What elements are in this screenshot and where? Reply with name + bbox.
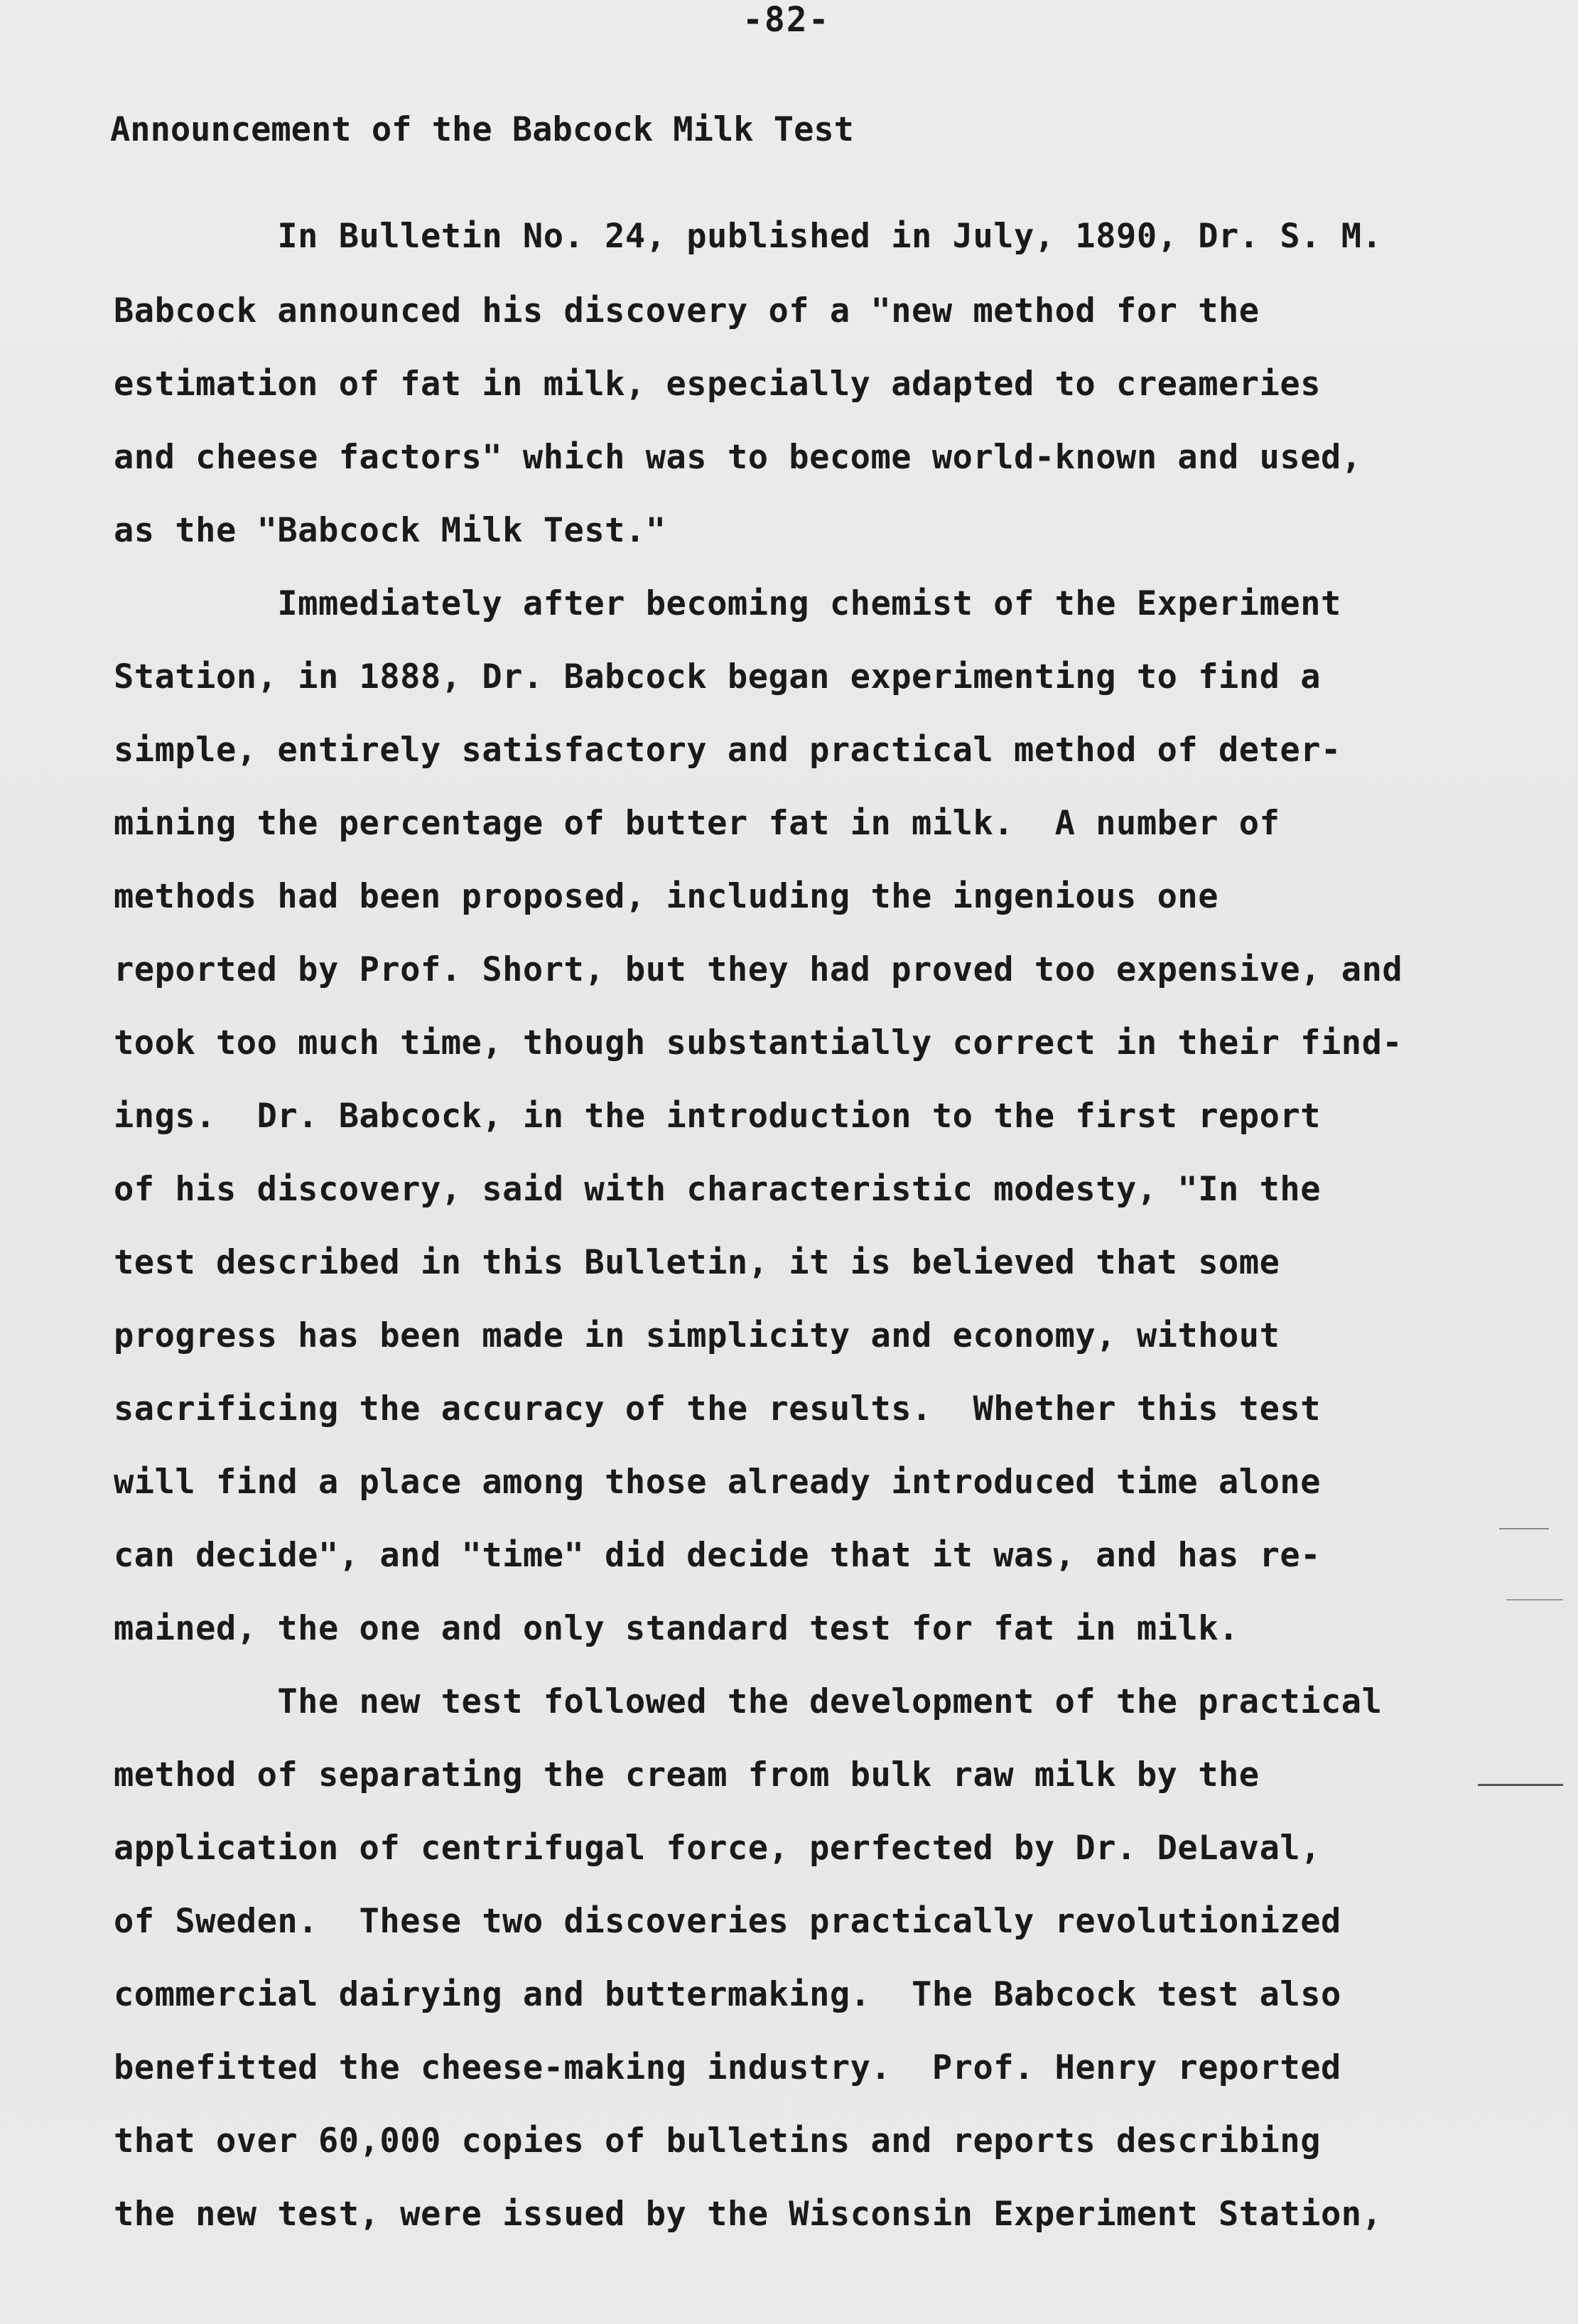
text-line: methods had been proposed, including the ingenious one: [114, 877, 1219, 916]
text-line: will find a place among those already introduced time alone: [114, 1463, 1321, 1502]
text-line: the new test, were issued by the Wisconsin Experiment Station,: [114, 2195, 1383, 2234]
text-line: reported by Prof. Short, but they had proved too expensive, and: [114, 950, 1403, 989]
text-line: method of separating the cream from bulk raw milk by the: [114, 1755, 1260, 1795]
text-line: can decide", and "time" did decide that it was, and has re-: [114, 1536, 1321, 1575]
text-line: sacrificing the accuracy of the results. Whether this test: [114, 1389, 1321, 1429]
text-line: of his discovery, said with characteristic modesty, "In the: [114, 1170, 1321, 1209]
text-line: mining the percentage of butter fat in milk. A number of: [114, 804, 1280, 843]
margin-mark: [1506, 1599, 1563, 1601]
text-line: commercial dairying and buttermaking. The Babcock test also: [114, 1975, 1341, 2014]
text-line: simple, entirely satisfactory and practical method of deter-: [114, 731, 1341, 770]
text-line: estimation of fat in milk, especially adapted to creameries: [114, 365, 1321, 404]
text-line: ings. Dr. Babcock, in the introduction to the first report: [114, 1097, 1321, 1136]
margin-mark: [1478, 1784, 1563, 1786]
text-line: The new test followed the development of the practical: [114, 1682, 1383, 1721]
text-line: Babcock announced his discovery of a "new method for the: [114, 291, 1260, 330]
text-line: test described in this Bulletin, it is believed that some: [114, 1243, 1280, 1282]
text-line: Station, in 1888, Dr. Babcock began experimenting to find a: [114, 657, 1321, 696]
text-line: progress has been made in simplicity and economy, without: [114, 1316, 1280, 1355]
text-line: that over 60,000 copies of bulletins and reports describing: [114, 2121, 1321, 2161]
margin-mark: [1499, 1528, 1549, 1529]
section-heading: Announcement of the Babcock Milk Test: [110, 110, 854, 149]
text-line: mained, the one and only standard test for fat in milk.: [114, 1609, 1239, 1648]
text-line: In Bulletin No. 24, published in July, 1890, Dr. S. M.: [114, 217, 1383, 256]
text-line: took too much time, though substantially correct in their find-: [114, 1023, 1403, 1063]
text-line: application of centrifugal force, perfected by Dr. DeLaval,: [114, 1829, 1321, 1868]
text-line: Immediately after becoming chemist of the Experiment: [114, 584, 1341, 623]
text-line: benefitted the cheese-making industry. Prof. Henry reported: [114, 2048, 1341, 2087]
text-line: of Sweden. These two discoveries practically revolutionized: [114, 1902, 1341, 1941]
text-line: as the "Babcock Milk Test.": [114, 511, 666, 550]
page-number: -82-: [742, 0, 831, 40]
text-line: and cheese factors" which was to become world-known and used,: [114, 438, 1362, 477]
